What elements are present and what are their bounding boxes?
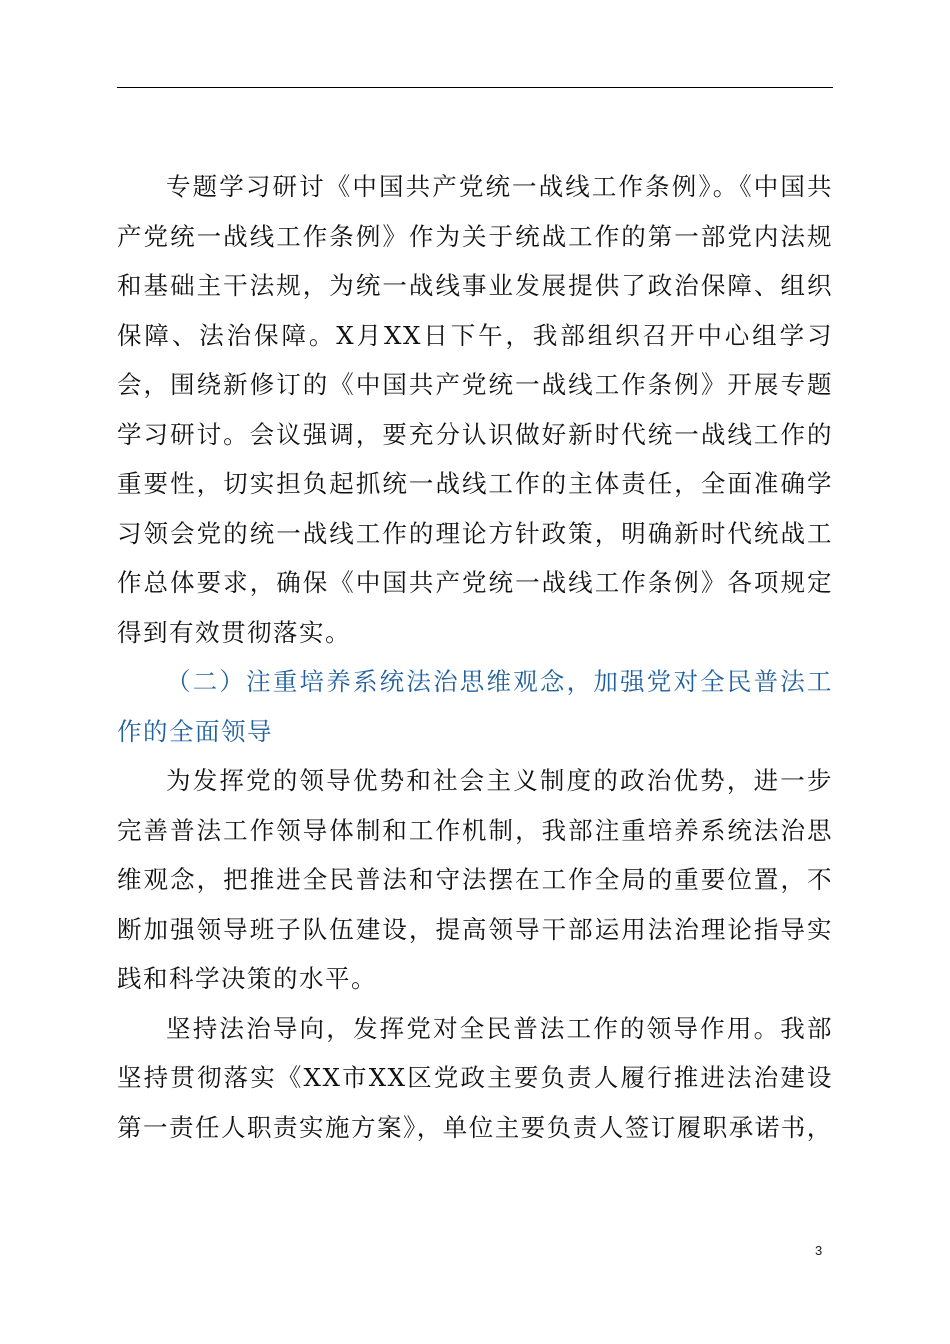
document-body xyxy=(117,162,833,1152)
section-heading: （二）注重培养系统法治思维观念，加强党对全民普法工作的全面领导 xyxy=(117,667,833,746)
paragraph-leadership-advantage: 为发挥党的领导优势和社会主义制度的政治优势，进一步完善普法工作领导体制和工作机制，我部注重培养系统法治思维观念，把推进全民普法和守法摆在工作全局的重要位置，不断加强领导班子队伍建设，提高领导干部运用法治理论指导实践和科学决策的水平。 xyxy=(117,766,833,993)
paragraph-rule-of-law: 坚持法治导向，发挥党对全民普法工作的领导作用。我部坚持贯彻落实《XX市XX区党政主要负责人履行推进法治建设第一责任人职责实施方案》，单位主要负责人签订履职承诺书， xyxy=(117,1013,833,1142)
page-number: 3 xyxy=(815,1243,823,1258)
header-rule xyxy=(117,87,833,88)
paragraph-study-regulation: 专题学习研讨《中国共产党统一战线工作条例》。《中国共产党统一战线工作条例》作为关于统战工作的第一部党内法规和基础主干法规，为统一战线事业发展提供了政治保障、组织保障、法治保障。X月XX日下午，我部组织召开中心组学习会，围绕新修订的《中国共产党统一战线工作条例》开展专题学习研讨。会议强调，要充分认识做好新时代统一战线工作的重要性，切实担负起抓统一战线工作的主体责任，全面准确学习领会党的统一战线工作的理论方针政策，明确新时代统战工作总体要求，确保《中国共产党统一战线工作条例》各项规定得到有效贯彻落实。 xyxy=(117,172,833,647)
